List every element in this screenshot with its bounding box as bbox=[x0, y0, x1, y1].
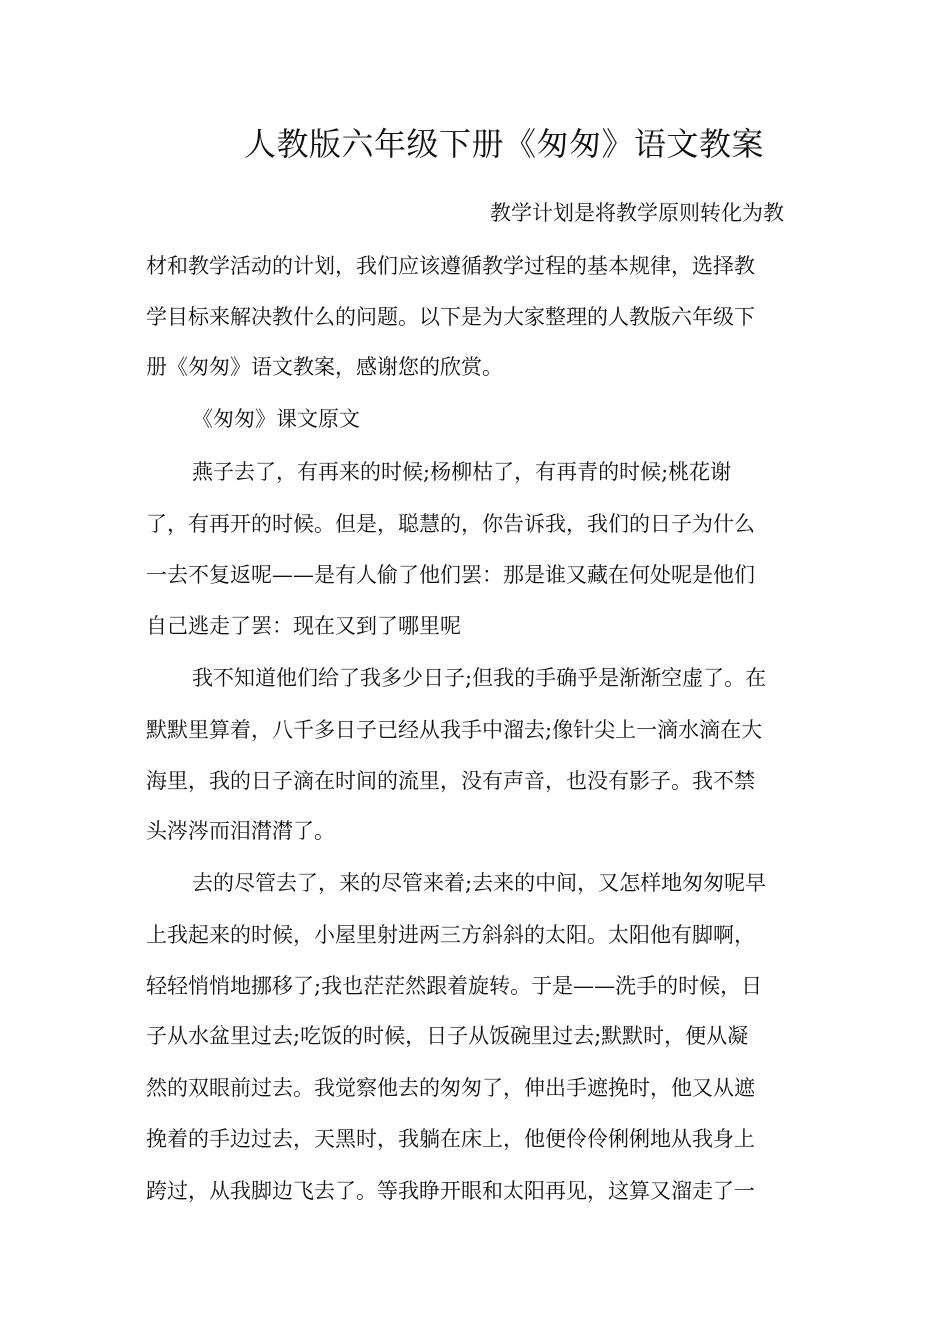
text-line: 挽着的手边过去，天黑时，我躺在床上，他便伶伶俐俐地从我身上 bbox=[146, 1127, 755, 1151]
text-line: 学目标来解决教什么的问题。以下是为大家整理的人教版六年级下 bbox=[146, 305, 755, 329]
text-line: 上我起来的时候，小屋里射进两三方斜斜的太阳。太阳他有脚啊， bbox=[146, 923, 755, 947]
text-line: 一去不复返呢——是有人偷了他们罢：那是谁又藏在何处呢是他们 bbox=[146, 563, 755, 587]
text-line: 轻轻悄悄地挪移了;我也茫茫然跟着旋转。于是——洗手的时候，日 bbox=[146, 974, 763, 998]
text-line: 册《匆匆》语文教案，感谢您的欣赏。 bbox=[146, 355, 503, 379]
text-line: 了，有再开的时候。但是，聪慧的，你告诉我，我们的日子为什么 bbox=[146, 512, 755, 536]
text-line: 自己逃走了罢：现在又到了哪里呢 bbox=[146, 614, 461, 638]
text-line: 跨过，从我脚边飞去了。等我睁开眼和太阳再见，这算又溜走了一 bbox=[146, 1179, 755, 1203]
text-line: 海里，我的日子滴在时间的流里，没有声音，也没有影子。我不禁 bbox=[146, 769, 755, 793]
text-line: 材和教学活动的计划，我们应该遵循教学过程的基本规律，选择教 bbox=[146, 254, 755, 278]
text-line: 我不知道他们给了我多少日子;但我的手确乎是渐渐空虚了。在 bbox=[192, 666, 767, 690]
text-line: 教学计划是将教学原则转化为教 bbox=[490, 201, 784, 225]
text-line: 然的双眼前过去。我觉察他去的匆匆了，伸出手遮挽时，他又从遮 bbox=[146, 1076, 755, 1100]
text-line: 头涔涔而泪潸潸了。 bbox=[146, 819, 335, 843]
text-line: 子从水盆里过去;吃饭的时候，日子从饭碗里过去;默默时，便从凝 bbox=[146, 1024, 749, 1048]
text-line: 去的尽管去了，来的尽管来着;去来的中间，又怎样地匆匆呢早 bbox=[192, 871, 767, 895]
text-line: 燕子去了，有再来的时候;杨柳枯了，有再青的时候;桃花谢 bbox=[192, 460, 732, 484]
text-line: 默默里算着，八千多日子已经从我手中溜去;像针尖上一滴水滴在大 bbox=[146, 718, 763, 742]
section-heading: 《匆匆》课文原文 bbox=[192, 407, 360, 431]
document-title: 人教版六年级下册《匆匆》语文教案 bbox=[244, 125, 765, 163]
